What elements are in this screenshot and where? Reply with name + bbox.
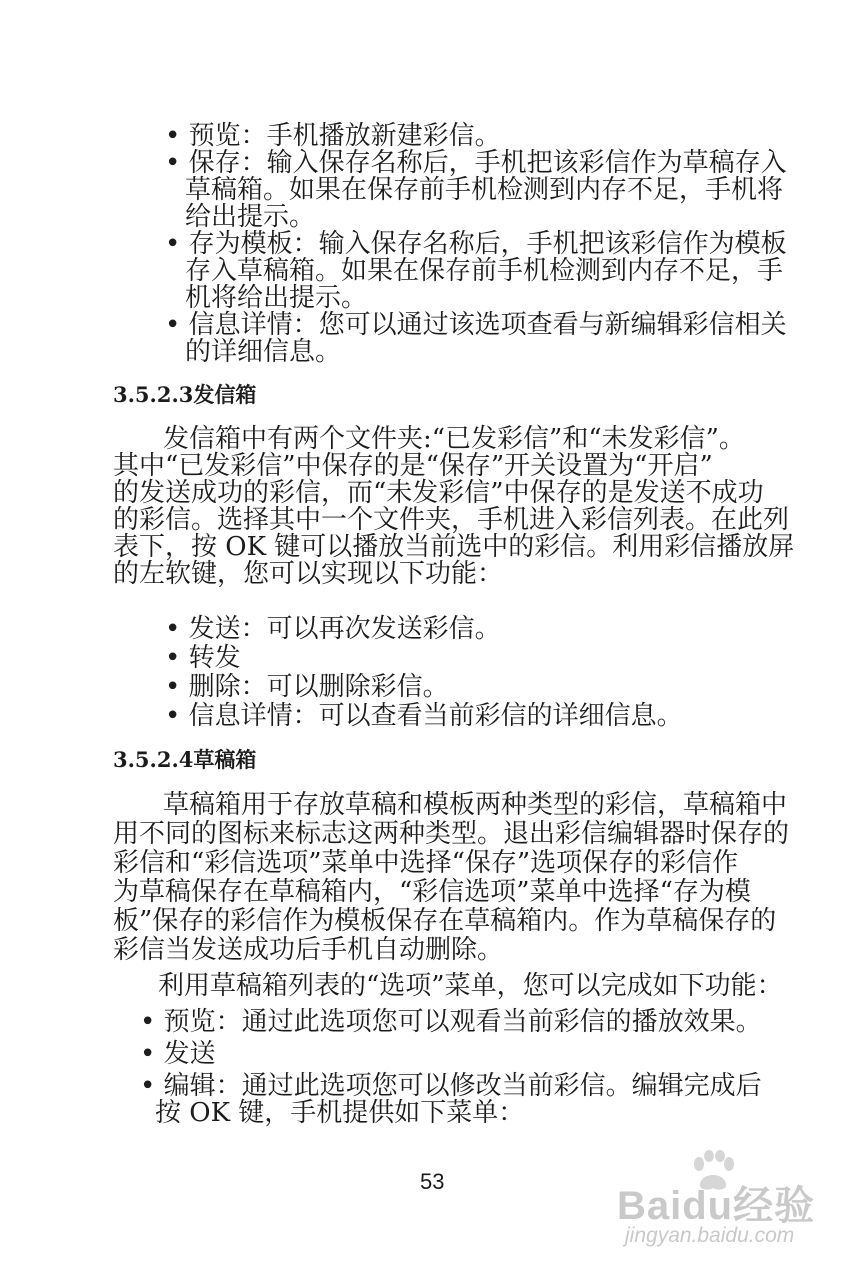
bullet-item: • 信息详情：可以查看当前彩信的详细信息。 xyxy=(165,701,683,731)
section-heading-outbox: 3.5.2.3发信箱 xyxy=(113,382,257,407)
paragraph-line: 的左软键，您可以实现以下功能： xyxy=(113,559,504,589)
bullet-item: • 发送：可以再次发送彩信。 xyxy=(165,614,501,644)
bullet-item: • 发送 xyxy=(140,1039,216,1069)
paragraph-line: 表下，按 OK 键可以播放当前选中的彩信。利用彩信播放屏 xyxy=(113,532,795,562)
paragraph-line: 的彩信。选择其中一个文件夹，手机进入彩信列表。在此列 xyxy=(113,505,790,535)
watermark-url: jingyan.baidu.com xyxy=(625,1224,795,1247)
bullet-continuation: 按 OK 键，手机提供如下菜单： xyxy=(155,1098,525,1128)
bullet-continuation: 存入草稿箱。如果在保存前手机检测到内存不足，手 xyxy=(185,256,784,286)
paragraph-line: 板”保存的彩信作为模板保存在草稿箱内。作为草稿保存的 xyxy=(113,906,777,936)
paragraph-line: 草稿箱用于存放草稿和模板两种类型的彩信，草稿箱中 xyxy=(163,790,788,820)
bullet-item: • 存为模板：输入保存名称后，手机把该彩信作为模板 xyxy=(165,229,787,259)
page-number: 53 xyxy=(420,1169,445,1194)
bullet-item: • 删除：可以删除彩信。 xyxy=(165,672,449,702)
section-heading-drafts: 3.5.2.4草稿箱 xyxy=(113,747,257,772)
bullet-item: • 预览：手机播放新建彩信。 xyxy=(165,121,501,151)
watermark-brand: Baidu经验 xyxy=(617,1184,816,1228)
paragraph-line: 用不同的图标来标志这两种类型。退出彩信编辑器时保存的 xyxy=(113,819,790,849)
bullet-continuation: 的详细信息。 xyxy=(185,337,342,367)
paragraph-line: 彩信当发送成功后手机自动删除。 xyxy=(113,935,504,965)
paragraph-line: 利用草稿箱列表的“选项”菜单，您可以完成如下功能： xyxy=(158,971,783,1001)
bullet-item: • 转发 xyxy=(165,643,241,673)
bullet-item: • 编辑：通过此选项您可以修改当前彩信。编辑完成后 xyxy=(140,1071,762,1101)
bullet-continuation: 草稿箱。如果在保存前手机检测到内存不足，手机将 xyxy=(185,175,784,205)
paragraph-line: 的发送成功的彩信，而“未发彩信”中保存的是发送不成功 xyxy=(113,478,764,508)
paragraph-line: 发信箱中有两个文件夹:“已发彩信”和“未发彩信”。 xyxy=(163,424,745,454)
paragraph-line: 为草稿保存在草稿箱内，“彩信选项”菜单中选择“存为模 xyxy=(113,877,751,907)
bullet-continuation: 给出提示。 xyxy=(185,202,316,232)
paragraph-line: 其中“已发彩信”中保存的是“保存”开关设置为“开启” xyxy=(113,451,713,481)
bullet-item: • 保存：输入保存名称后，手机把该彩信作为草稿存入 xyxy=(165,148,787,178)
bullet-continuation: 机将给出提示。 xyxy=(185,283,368,313)
bullet-item: • 预览：通过此选项您可以观看当前彩信的播放效果。 xyxy=(140,1007,762,1037)
bullet-item: • 信息详情：您可以通过该选项查看与新编辑彩信相关 xyxy=(165,310,787,340)
paragraph-line: 彩信和“彩信选项”菜单中选择“保存”选项保存的彩信作 xyxy=(113,848,739,878)
